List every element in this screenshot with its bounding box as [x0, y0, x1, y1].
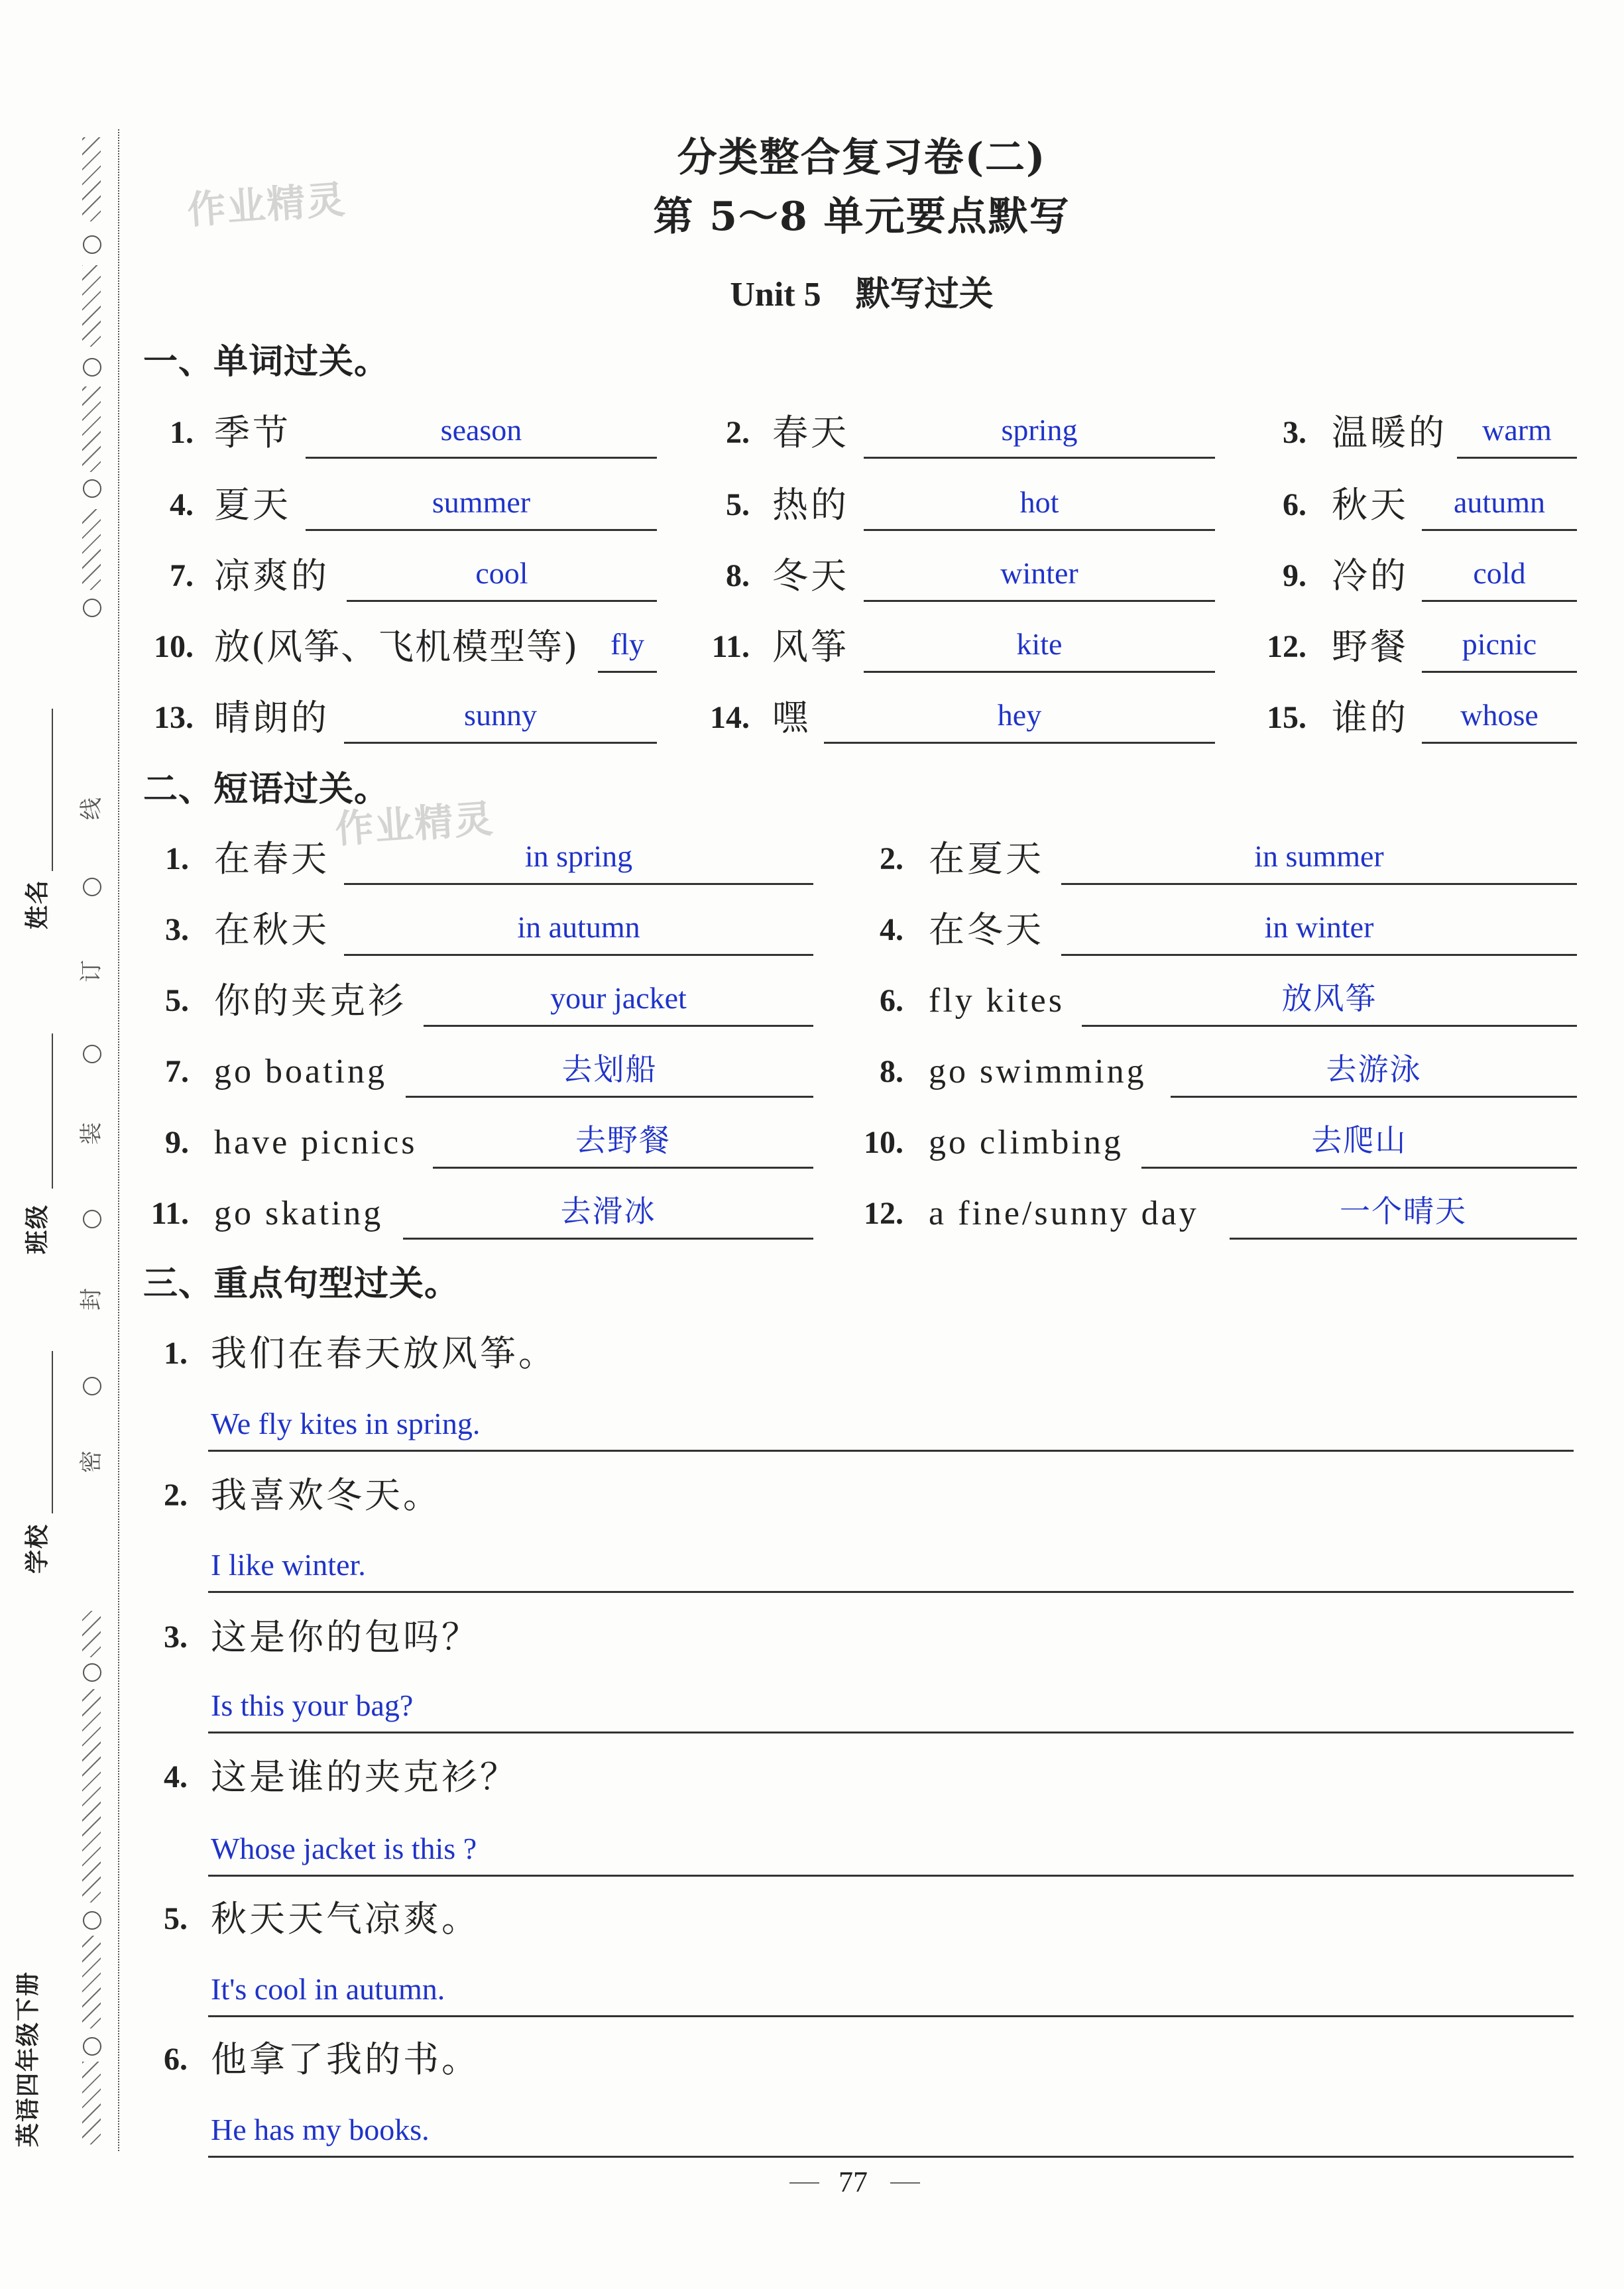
item-prompt: 在秋天: [214, 909, 329, 951]
sentence-prompt-row: [0, 1611, 1624, 1664]
item-number: 11.: [711, 629, 750, 664]
sentence-answer-blank: [208, 1680, 1574, 1733]
item-number: 13.: [154, 700, 194, 735]
word-row: [0, 620, 1624, 674]
binding-char: 订: [78, 960, 105, 982]
answer-blank: [1422, 691, 1577, 744]
item-number: 5.: [165, 983, 189, 1018]
unit-heading: Unit 5 默写过关: [730, 276, 994, 314]
answer-blank: [344, 691, 657, 744]
answer-blank: [433, 1116, 813, 1169]
item-prompt: 凉爽的: [214, 555, 329, 597]
item-number: 3.: [1283, 415, 1306, 450]
item-number: 7.: [170, 558, 194, 593]
answer-text: 一个晴天: [1340, 1193, 1467, 1229]
item-prompt: 晴朗的: [214, 697, 329, 738]
answer-blank: [1422, 479, 1577, 531]
answer-text: fly: [610, 627, 645, 661]
item-number: 1.: [165, 841, 189, 876]
item-number: 6.: [1283, 487, 1306, 522]
name-field-label: 姓名: [23, 878, 51, 930]
item-prompt: 野餐: [1332, 626, 1409, 668]
answer-blank: [347, 550, 657, 602]
answer-text: warm: [1482, 413, 1552, 447]
sentence-prompt: 这是你的包吗？: [211, 1616, 480, 1658]
answer-text: whose: [1460, 698, 1538, 732]
answer-blank: [1141, 1116, 1577, 1169]
item-number: 2.: [880, 841, 903, 876]
margin-hole-icon: [83, 1663, 101, 1682]
answer-text: summer: [432, 485, 531, 519]
sentence-answer: We fly kites in spring.: [211, 1407, 481, 1440]
item-number: 3.: [164, 1619, 188, 1655]
item-prompt: a fine/sunny day: [929, 1195, 1199, 1232]
answer-blank: [824, 691, 1215, 744]
word-row: [0, 550, 1624, 603]
answer-text: 去划船: [561, 1051, 658, 1087]
sentence-answer-blank: [208, 2104, 1574, 2158]
sentence-answer: I like winter.: [211, 1548, 366, 1582]
answer-blank: [1422, 620, 1577, 673]
item-number: 2.: [164, 1478, 188, 1513]
margin-hatching: [82, 265, 101, 347]
item-prompt: have picnics: [214, 1124, 418, 1161]
margin-hatching: [82, 1936, 101, 2028]
item-prompt: 春天: [772, 412, 849, 453]
item-number: 1.: [164, 1336, 188, 1371]
page-number-dash-left: [789, 2182, 819, 2184]
item-number: 3.: [165, 912, 189, 947]
item-prompt: 秋天: [1332, 484, 1409, 526]
margin-hole-icon: [83, 235, 101, 254]
item-prompt: 放(风筝、飞机模型等): [214, 626, 579, 668]
margin-hole-icon: [83, 358, 101, 377]
answer-text: cold: [1473, 556, 1526, 590]
item-prompt: fly kites: [929, 982, 1065, 1020]
item-number: 4.: [880, 912, 903, 947]
answer-text: hey: [997, 698, 1042, 732]
item-number: 12.: [1267, 629, 1306, 664]
item-prompt: 冷的: [1332, 555, 1409, 597]
answer-text: in autumn: [517, 910, 640, 944]
section-heading-phrases: 二、短语过关。: [143, 769, 390, 809]
answer-blank: [1061, 833, 1577, 885]
answer-text: your jacket: [550, 981, 687, 1015]
sentence-answer-blank: [208, 1964, 1574, 2017]
school-field-label: 学校: [23, 1523, 51, 1574]
item-number: 1.: [170, 415, 194, 450]
item-number: 14.: [710, 700, 750, 735]
answer-blank: [406, 1045, 813, 1098]
item-prompt: 你的夹克衫: [214, 980, 406, 1022]
item-number: 5.: [726, 487, 750, 522]
sentence-prompt: 我们在春天放风筝。: [211, 1332, 557, 1374]
phrase-row: [0, 833, 1624, 886]
item-number: 2.: [726, 415, 750, 450]
sentence-answer: Whose jacket is this ?: [211, 1832, 477, 1865]
answer-text: winter: [1000, 556, 1078, 590]
sentence-prompt-row: [0, 2033, 1624, 2086]
answer-text: 放风筝: [1281, 980, 1377, 1016]
item-prompt: 季节: [214, 412, 291, 453]
watermark-logo: 作业精灵: [333, 795, 496, 852]
item-prompt: 谁的: [1332, 697, 1409, 738]
answer-blank: [306, 406, 657, 459]
item-prompt: go swimming: [929, 1053, 1147, 1090]
item-prompt: go climbing: [929, 1124, 1124, 1161]
sentence-answer: It's cool in autumn.: [211, 1972, 445, 2006]
answer-text: season: [440, 413, 522, 447]
answer-blank: [1457, 406, 1577, 459]
answer-text: kite: [1016, 627, 1063, 661]
phrase-row: [0, 1116, 1624, 1169]
sentence-prompt: 这是谁的夹克衫？: [211, 1756, 518, 1798]
item-number: 10.: [154, 629, 194, 664]
item-number: 9.: [165, 1125, 189, 1160]
answer-text: 去野餐: [575, 1122, 671, 1158]
item-prompt: 热的: [772, 484, 849, 526]
section-heading-words: 一、单词过关。: [143, 341, 390, 382]
margin-hatching: [82, 137, 101, 221]
phrase-row: [0, 1045, 1624, 1098]
section-heading-sentences: 三、重点句型过关。: [143, 1263, 460, 1304]
answer-text: 去爬山: [1311, 1122, 1407, 1158]
sentence-prompt: 秋天天气凉爽。: [211, 1898, 480, 1940]
word-row: [0, 691, 1624, 744]
sentence-prompt-row: [0, 1327, 1624, 1380]
item-prompt: 冬天: [772, 555, 849, 597]
binding-char: 封: [78, 1288, 105, 1311]
answer-text: 去游泳: [1326, 1051, 1422, 1087]
answer-blank: [864, 550, 1215, 602]
item-number: 4.: [164, 1759, 188, 1794]
item-number: 15.: [1267, 700, 1306, 735]
item-number: 6.: [880, 983, 903, 1018]
binding-char: 装: [78, 1122, 105, 1145]
sentence-prompt: 我喜欢冬天。: [211, 1474, 441, 1516]
item-prompt: go skating: [214, 1195, 384, 1232]
answer-text: in winter: [1264, 910, 1374, 944]
answer-text: sunny: [464, 698, 537, 732]
sentence-answer-blank: [208, 1398, 1574, 1452]
answer-text: autumn: [1454, 485, 1545, 519]
word-row: [0, 479, 1624, 532]
sentence-prompt: 他拿了我的书。: [211, 2038, 480, 2080]
answer-blank: [864, 479, 1215, 531]
item-number: 7.: [165, 1054, 189, 1089]
item-number: 4.: [170, 487, 194, 522]
answer-blank: [1230, 1187, 1577, 1240]
item-number: 12.: [864, 1196, 903, 1231]
item-number: 10.: [864, 1125, 903, 1160]
page-title: 分类整合复习卷(二): [677, 135, 1047, 181]
sentence-answer: Is this your bag?: [211, 1688, 414, 1722]
sentence-answer: He has my books.: [211, 2113, 430, 2146]
answer-text: in spring: [524, 839, 633, 873]
answer-blank: [598, 620, 657, 673]
item-prompt: 嘿: [772, 697, 811, 738]
answer-blank: [1422, 550, 1577, 602]
answer-blank: [306, 479, 657, 531]
item-prompt: 温暖的: [1332, 412, 1447, 453]
item-number: 8.: [880, 1054, 903, 1089]
binding-char: 密: [78, 1450, 105, 1473]
answer-text: picnic: [1462, 627, 1537, 661]
class-field-label: 班级: [23, 1203, 51, 1255]
answer-blank: [344, 904, 813, 956]
item-prompt: 在冬天: [929, 909, 1044, 951]
item-prompt: 在夏天: [929, 838, 1044, 880]
sentence-prompt-row: [0, 1469, 1624, 1522]
answer-text: spring: [1001, 413, 1078, 447]
phrase-row: [0, 974, 1624, 1027]
book-label: 英语四年级下册: [14, 1970, 42, 2148]
phrase-row: [0, 1187, 1624, 1240]
answer-text: 去滑冰: [560, 1193, 656, 1229]
item-number: 5.: [164, 1901, 188, 1936]
item-prompt: 风筝: [772, 626, 849, 668]
answer-blank: [864, 620, 1215, 673]
answer-blank: [403, 1187, 813, 1240]
item-number: 6.: [164, 2042, 188, 2077]
page-number: 77: [839, 2166, 868, 2198]
phrase-row: [0, 904, 1624, 957]
answer-blank: [1082, 974, 1577, 1027]
item-number: 9.: [1283, 558, 1306, 593]
sentence-answer-blank: [208, 1539, 1574, 1593]
item-prompt: go boating: [214, 1053, 387, 1090]
answer-blank: [864, 406, 1215, 459]
sentence-prompt-row: [0, 1751, 1624, 1804]
answer-text: in summer: [1254, 839, 1384, 873]
watermark-logo: 作业精灵: [186, 176, 348, 233]
answer-text: cool: [475, 556, 528, 590]
answer-blank: [424, 974, 813, 1027]
item-prompt: 夏天: [214, 484, 291, 526]
answer-blank: [1061, 904, 1577, 956]
item-number: 11.: [150, 1196, 189, 1231]
page-number-dash-right: [890, 2182, 920, 2184]
item-number: 8.: [726, 558, 750, 593]
sentence-prompt-row: [0, 1893, 1624, 1946]
item-prompt: 在春天: [214, 838, 329, 880]
answer-blank: [1171, 1045, 1577, 1098]
binding-char: 线: [78, 797, 105, 820]
answer-text: hot: [1019, 485, 1059, 519]
sentence-answer-blank: [208, 1823, 1574, 1877]
page-subtitle: 第 5～8 单元要点默写: [653, 194, 1071, 240]
word-row: [0, 406, 1624, 459]
answer-blank: [344, 833, 813, 885]
